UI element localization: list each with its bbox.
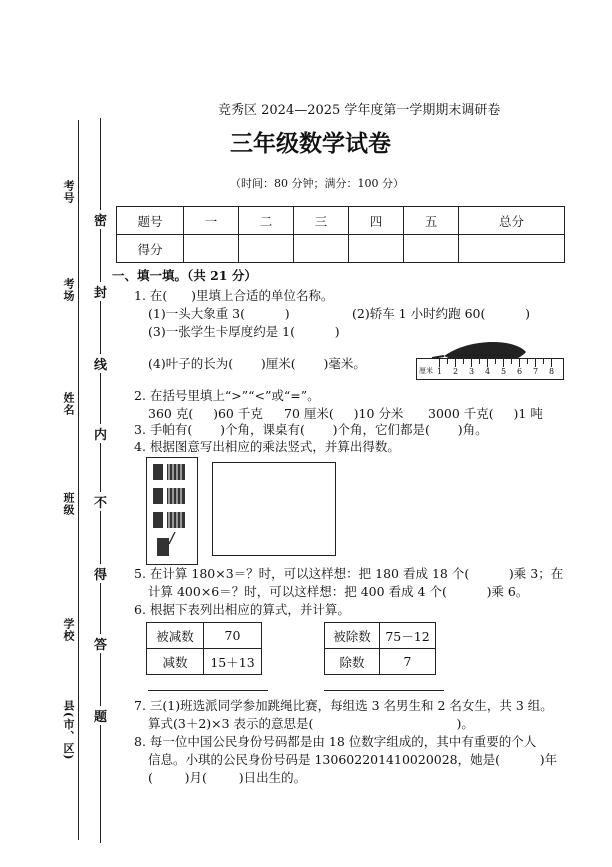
ruler-mark: 1 [437,367,443,376]
sticks-picture-frame [146,457,198,565]
q2-item-1: 360 克( )60 千克 [148,406,263,421]
q6-answer-line-right[interactable] [324,690,444,691]
q8-line-3: ( )月( )日出生的。 [148,770,307,785]
q6-table-cell: 75－12 [380,623,436,649]
q1-part-a: (1)一头大象重 3( ) [148,306,290,321]
q8-line-1: 8. 每一位中国公民身份号码都是由 18 位数字组成的，其中有重要的个人 [134,734,537,749]
ruler-mark: 3 [469,367,475,376]
score-table-header: 题号 [117,207,184,235]
q6-table-division [324,622,436,675]
binding-field-exam-number: 考号 [62,180,75,204]
score-table-header: 四 [349,207,404,235]
q6-table-cell: 70 [204,623,262,649]
score-cell[interactable] [294,235,349,263]
q7-line-1: 7. 三(1)班选派同学参加跳绳比赛，每组选 3 名男生和 2 名女生，共 3 组。 [134,698,553,713]
q5-line-2: 计算 400×6＝？时，可以这样想：把 400 看成 4 个( )乘 6。 [148,584,529,599]
seal-char-7: 答 [94,634,107,653]
binding-field-exam-room: 考场 [62,278,75,302]
q1-part-b: (2)轿车 1 小时约跑 60( ) [352,306,530,321]
ruler [416,358,564,380]
score-table-label: 得分 [117,235,184,263]
seal-char-3: 线 [94,354,107,373]
binding-line-left [78,120,79,840]
binding-field-county: 县(市、区) [62,700,75,761]
q2-item-2: 70 厘米( )10 分米 [284,406,404,421]
q6-table-cell: 15＋13 [204,649,262,675]
q6-table-cell: 被减数 [147,623,204,649]
score-table-header: 五 [404,207,459,235]
ruler-mark: 4 [485,367,491,376]
binding-field-class: 班级 [62,492,75,516]
sticks-bundles-image [147,458,197,564]
score-table [116,206,565,263]
q3-text: 3. 手帕有( )个角，课桌有( )个角，它们都是( )角。 [134,422,488,437]
q1-part-c: (3)一张学生卡厚度约是 1( ) [148,324,340,339]
q2-item-3: 3000 千克( )1 吨 [428,406,543,421]
q2-stem: 2. 在括号里填上“>”“<”或“=”。 [134,388,320,403]
ruler-mark: 6 [517,367,523,376]
q5-line-1: 5. 在计算 180×3＝？时，可以这样想：把 180 看成 18 个( )乘 3；在 [134,566,564,581]
ruler-mark: 2 [453,367,459,376]
seal-char-5: 不 [94,492,107,511]
score-cell[interactable] [184,235,239,263]
q6-table-cell: 减数 [147,649,204,675]
score-cell[interactable] [349,235,404,263]
score-table-header: 一 [184,207,239,235]
q8-line-2: 信息。小琪的公民身份号码是 130602201410020028，她是( )年 [148,752,558,767]
seal-char-6: 得 [94,564,107,583]
ruler-unit-label: 厘米 [419,367,433,375]
binding-field-school: 学校 [62,618,75,642]
ruler-mark: 7 [533,367,539,376]
q4-stem: 4. 根据图意写出相应的乘法竖式，并算出得数。 [134,439,400,454]
exam-time-info: （时间：80 分钟；满分：100 分） [230,177,404,190]
q7-line-2: 算式(3＋2)×3 表示的意思是( )。 [148,716,474,731]
q1-stem: 1. 在( )里填上合适的单位名称。 [134,288,334,303]
q6-stem: 6. 根据下表列出相应的算式，并计算。 [134,602,350,617]
q4-answer-box[interactable] [212,462,336,556]
section-heading: 一、填一填。（共 21 分） [112,268,257,283]
binding-field-name: 姓名 [62,392,75,416]
exam-subtitle: 竞秀区 2024—2025 学年度第一学期期末调研卷 [218,103,501,118]
q6-table-subtraction [146,622,262,675]
score-table-header: 二 [239,207,294,235]
score-cell[interactable] [404,235,459,263]
score-cell[interactable] [239,235,294,263]
q6-table-cell: 被除数 [325,623,380,649]
seal-char-8: 题 [94,706,107,725]
q1-part-d: (4)叶子的长为( )厘米( )毫米。 [148,356,366,371]
seal-char-2: 封 [94,282,107,301]
score-table-header: 总分 [459,207,565,235]
seal-char-4: 内 [94,424,107,443]
score-cell[interactable] [459,235,565,263]
q6-table-cell: 除数 [325,649,380,675]
seal-char-1: 密 [94,210,107,229]
ruler-mark: 5 [501,367,507,376]
q6-table-cell: 7 [380,649,436,675]
q6-answer-line-left[interactable] [148,690,268,691]
ruler-mark: 8 [549,367,555,376]
exam-title: 三年级数学试卷 [230,130,391,157]
score-table-header: 三 [294,207,349,235]
